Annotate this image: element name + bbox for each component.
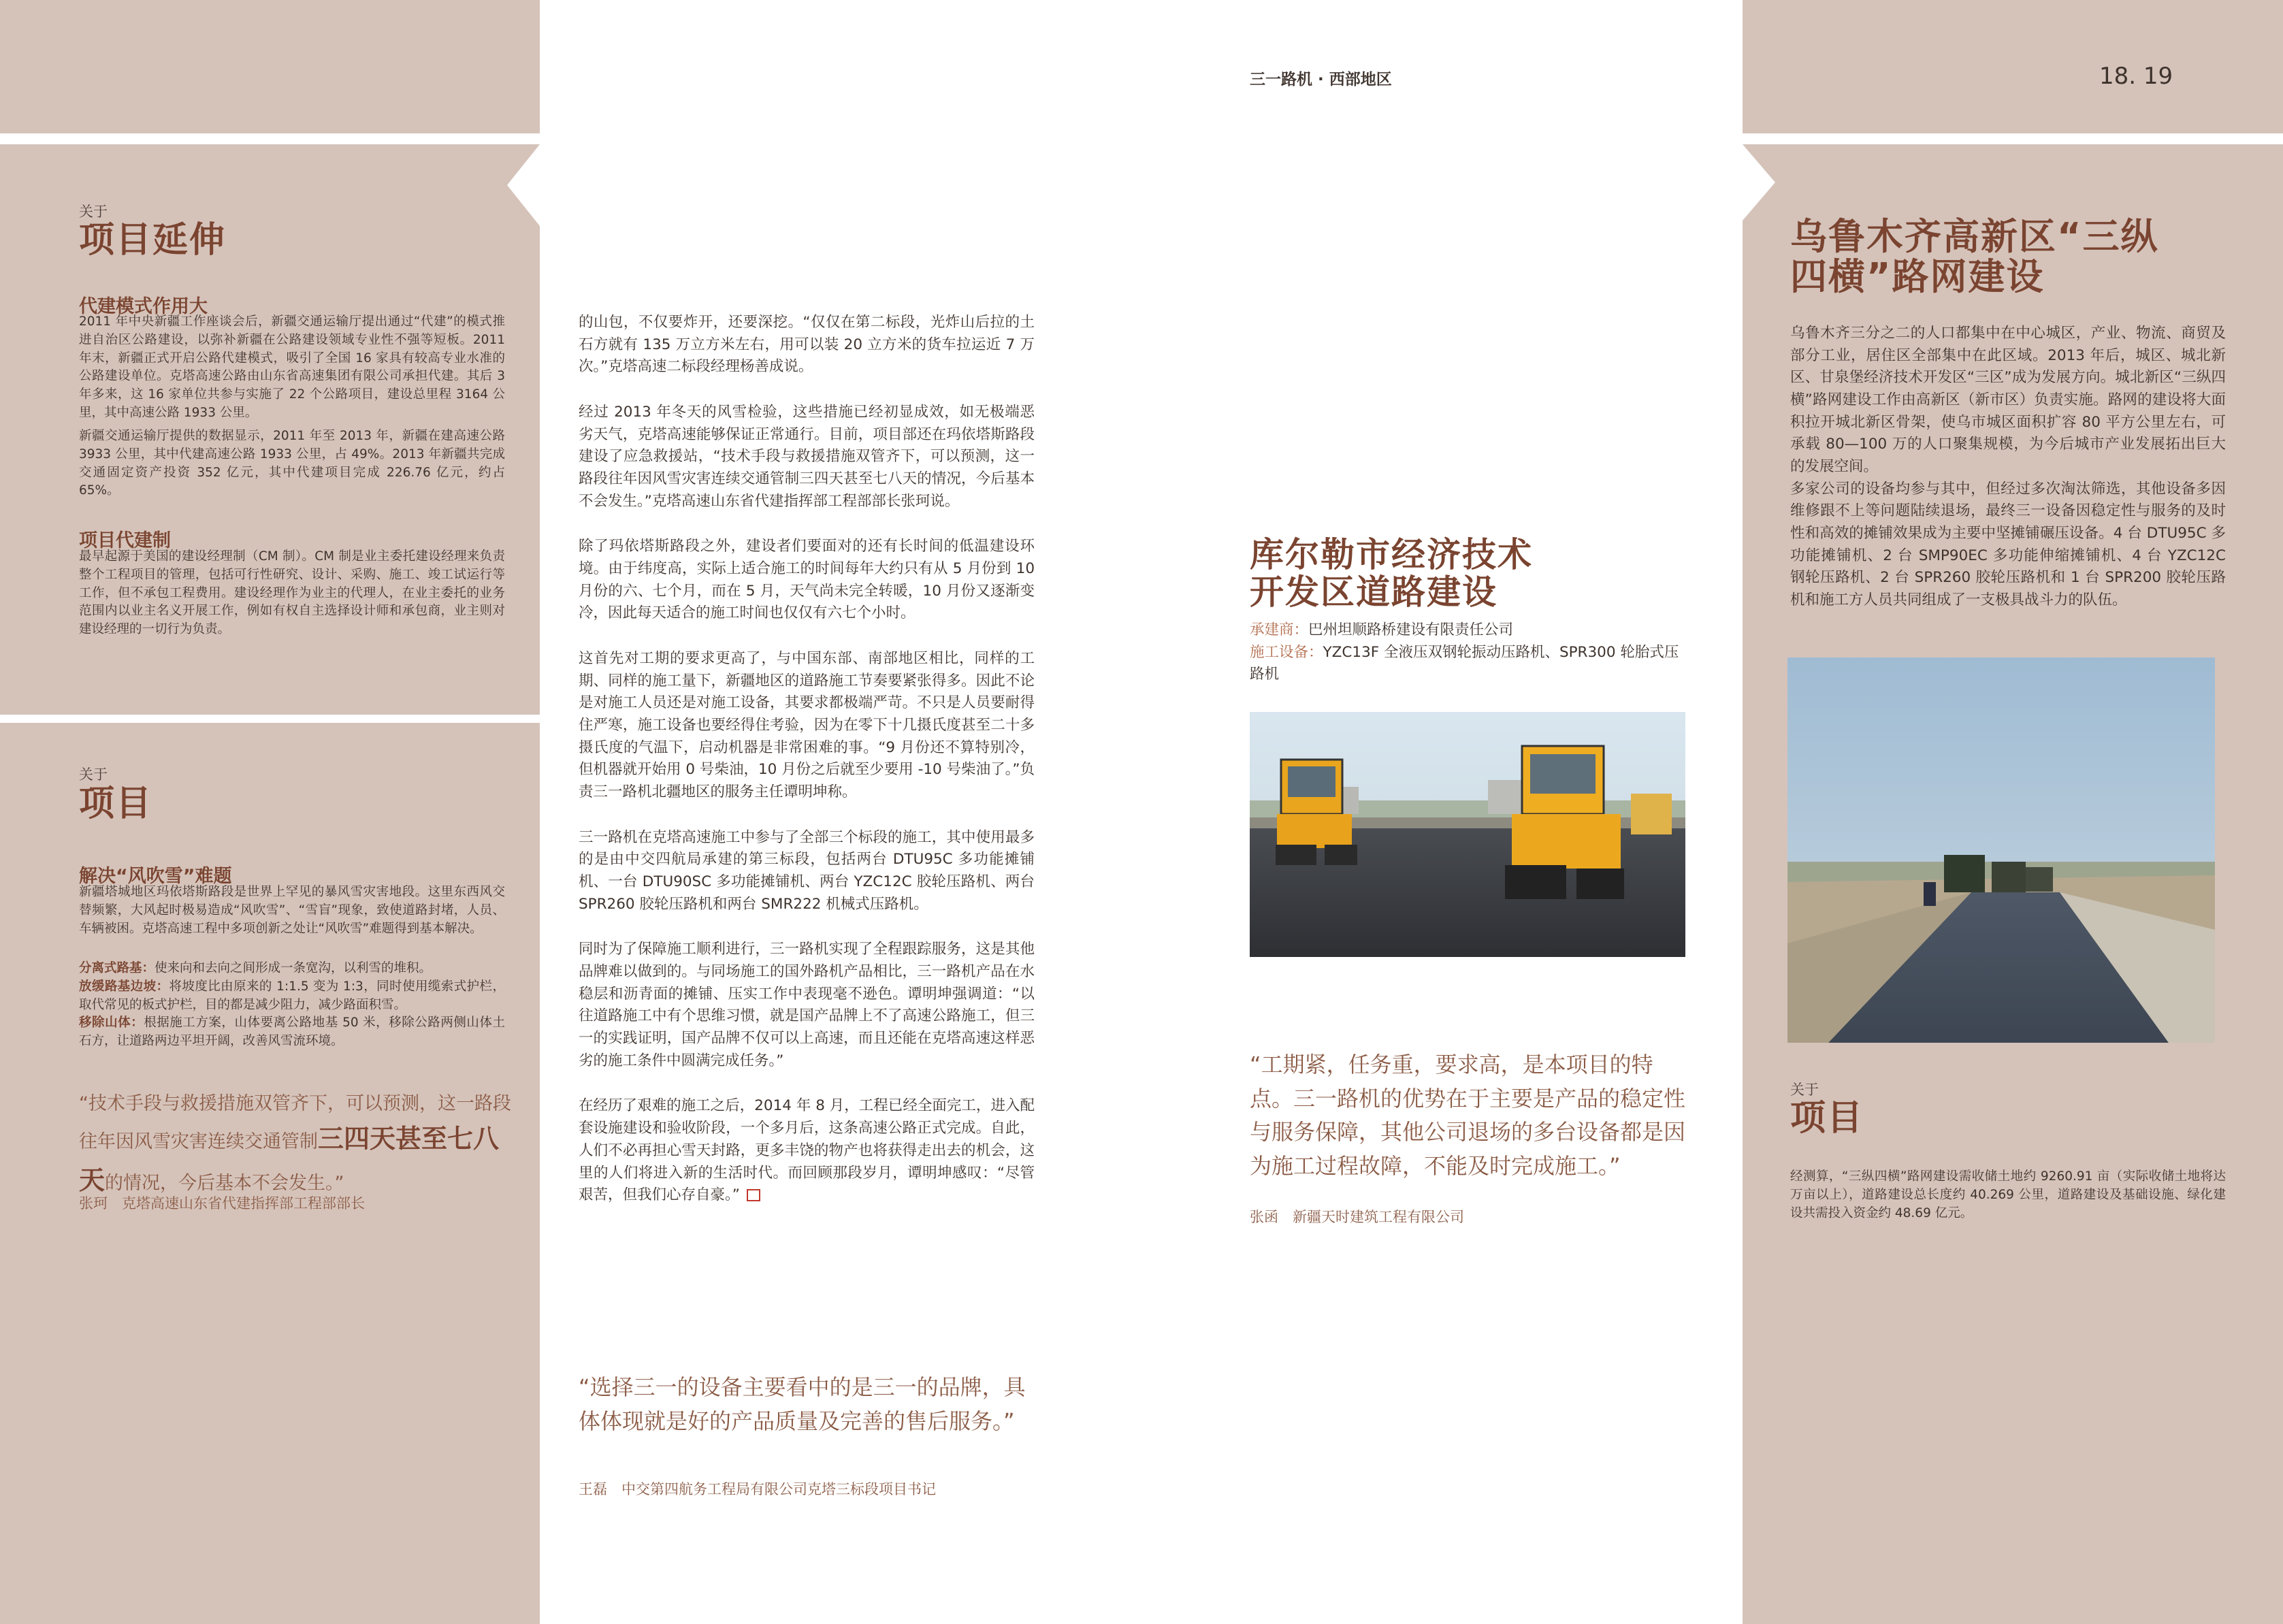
left-top-s2-heading: 项目代建制 <box>79 530 171 551</box>
left-bottom-quote-source: 张珂 克塔高速山东省代建指挥部工程部部长 <box>79 1195 365 1212</box>
left-bottom-title: 项目 <box>79 783 153 824</box>
middle-quote-source: 王磊 中交第四航务工程局有限公司克塔三标段项目书记 <box>579 1481 936 1497</box>
urumqi-title-line1: 乌鲁木齐高新区“三纵 <box>1790 215 2159 258</box>
urumqi-road-photo <box>1787 657 2215 1043</box>
korla-equipment-label: 施工设备： <box>1250 643 1323 661</box>
left-top-s2-p1: 最早起源于美国的建设经理制（CM 制）。CM 制是业主委托建设经理来负责整个工程项目的管理，包括可行性研究、设计、采购、施工、竣工试运行等工作，但不承包工程费用。建设经理作为业主的代理人，在业主委托的业务范围内以业主名义开展工作，例如有权自主选择设计师和承包商，业主则对建设经理的一切行为负责。 <box>79 549 505 637</box>
urumqi-about-p: 经测算，“三纵四横”路网建设需收储土地约 9260.91 亩（实际收储土地将达万亩以上），道路建设总长度约 40.269 公里，道路建设及基础设施、绿化建设共需投入资金约 48.69 亿元。 <box>1790 1169 2226 1220</box>
korla-equipment <box>1250 642 1692 686</box>
urumqi-title-line2: 四横”路网建设 <box>1790 255 2045 299</box>
left-bottom-quote-part2: 的情况，今后基本不会发生。” <box>105 1172 344 1194</box>
left-top-about-label: 关于 <box>79 204 108 220</box>
korla-contractor-value: 巴州坦顺路桥建设有限责任公司 <box>1308 621 1514 638</box>
left-top-title: 项目延伸 <box>79 220 227 261</box>
urumqi-title <box>1790 216 2159 297</box>
middle-paragraph: 同时为了保障施工顺利进行，三一路机实现了全程跟踪服务，这是其他品牌难以做到的。与同场施工的国外路机产品相比，三一路机产品在水稳层和沥青面的摊铺、压实工作中表现毫不逊色。谭明坤强调道：“以往道路施工中有个思维习惯，就是国产品牌上不了高速公路施工，但三一的实践证明，国产品牌不仅可以上高速，而且还能在克塔高速这样恶劣的施工条件中圆满完成任务。” <box>579 941 1035 1069</box>
middle-paragraph: 除了玛依塔斯路段之外，建设者们要面对的还有长时间的低温建设环境。由于纬度高，实际上适合施工的时间每年大约只有从 5 月份到 10 月份的六、七个月，而在 5 月，天气尚未完全转暖，10 月份又逐渐变冷，因此每天适合的施工时间也仅仅有六七个小时。 <box>579 538 1035 622</box>
korla-road-photo <box>1250 712 1685 957</box>
middle-paragraph: 经过 2013 年冬天的风雪检验，这些措施已经初显成效，如无极端恶劣天气，克塔高速能够保证正常通行。目前，项目部还在玛依塔斯路段建设了应急救援站，“技术手段与救援措施双管齐下，可以预测，这一路段往年因风雪灾害连续交通管制三四天甚至七八天的情况，今后基本不会发生。”克塔高速山东省代建指挥部工程部部长张珂说。 <box>579 404 1035 510</box>
left-bottom-item-1 <box>79 978 505 1015</box>
left-top-banner <box>0 0 540 133</box>
urumqi-about-title: 项目 <box>1790 1098 1864 1139</box>
korla-title <box>1250 536 1533 611</box>
right-top-banner <box>1743 0 2283 133</box>
middle-paragraph-last-text: 在经历了艰难的施工之后，2014 年 8 月，工程已经全面完工，进入配套设施建设和验收阶段，一个多月后，这条高速公路正式完成。自此，人们不必再担心雪天封路，更多丰饶的物产也将获得走出去的机会，这里的人们将进入新的生活时代。而回顾那段岁月，谭明坤感叹：“尽管艰苦，但我们心存自豪。” <box>579 1097 1035 1204</box>
korla-equipment-value: YZC13F 全液压双钢轮振动压路机、SPR300 轮胎式压路机 <box>1250 643 1679 683</box>
korla-contractor-label: 承建商： <box>1250 621 1309 638</box>
left-bottom-item-1-label: 放缓路基边坡： <box>79 979 169 994</box>
middle-article <box>579 312 1035 1207</box>
korla-title-line1: 库尔勒市经济技术 <box>1250 535 1533 574</box>
middle-paragraph <box>579 1095 1035 1206</box>
end-mark-icon <box>747 1189 760 1201</box>
left-bottom-item-2 <box>79 1014 505 1051</box>
middle-paragraph: 这首先对工期的要求更高了，与中国东部、南部地区相比，同样的工期、同样的施工量下，新疆地区的道路施工节奏要紧张得多。因此不论是对施工人员还是对施工设备，其要求都极端严苛。不只是人员要耐得住严寒，施工设备也要经得住考验，因为在零下十几摄氏度甚至二十多摄氏度的气温下，启动机器是非常困难的事。“9 月份还不算特别冷，但机器就开始用 0 号柴油，10 月份之后就至少要用 -10 号柴油了。”负责三一路机北疆地区的服务主任谭明坤称。 <box>579 650 1035 801</box>
korla-quote-source: 张函 新疆天时建筑工程有限公司 <box>1250 1209 1464 1225</box>
left-bottom-item-0 <box>79 960 505 978</box>
page-numbers: 18. 19 <box>2099 63 2173 90</box>
left-bottom-item-0-label: 分离式路基： <box>79 961 155 975</box>
left-bottom-quote <box>79 1089 521 1201</box>
urumqi-p2: 多家公司的设备均参与其中，但经过多次淘汰筛选，其他设备多因维修跟不上等问题陆续退场，最终三一设备因稳定性与服务的及时性和高效的摊铺效果成为主要中坚摊铺碾压设备。4 台 DTU95C 多功能摊铺机、2 台 SMP90EC 多功能伸缩摊铺机、4 台 YZC12C 钢轮压路机、2 台 SPR260 胶轮压路机和 1 台 SPR200 胶轮压路机和施工方人员共同组成了一支极具战斗力的队伍。 <box>1790 480 2226 609</box>
left-top-s1-p1: 2011 年中央新疆工作座谈会后，新疆交通运输厅提出通过“代建”的模式推进自治区公路建设，以弥补新疆在公路建设领域专业性不强等短板。2011 年末，新疆正式开启公路代建模式，吸引了全国 16 家具有较高专业水准的公路建设单位。克塔高速公路由山东省高速集团有限公司承担代建。其后 3 年多来，这 16 家单位共参与实施了 22 个公路项目，建设总里程 3164 公里，其中高速公路 1933 公里。 <box>79 314 505 421</box>
left-bottom-quote-emph: 三四天甚至七八天 <box>79 1124 500 1195</box>
left-top-panel-arrow <box>507 144 540 226</box>
urumqi-about-label: 关于 <box>1790 1082 1819 1098</box>
middle-quote: “选择三一的设备主要看中的是三一的品牌，具体体现就是好的产品质量及完善的售后服务。” <box>579 1374 1026 1434</box>
left-bottom-item-list <box>79 960 505 1051</box>
left-bottom-s1-p1: 新疆塔城地区玛依塔斯路段是世界上罕见的暴风雪灾害地段。这里东西风交替频繁，大风起时极易造成“风吹雪”、“雪盲”现象，致使道路封堵，人员、车辆被困。克塔高速工程中多项创新之处让“风吹雪”难题得到基本解决。 <box>79 885 505 936</box>
urumqi-body <box>1790 323 2226 612</box>
left-bottom-item-0-text: 使来向和去向之间形成一条宽沟，以利雪的堆积。 <box>155 961 432 975</box>
korla-quote: “工期紧，任务重，要求高，是本项目的特点。三一路机的优势在于主要是产品的稳定性与服务保障，其他公司退场的多台设备都是因为施工过程故障，不能及时完成施工。” <box>1250 1052 1686 1179</box>
left-bottom-s1-heading: 解决“风吹雪”难题 <box>79 866 232 887</box>
left-bottom-item-1-text: 将坡度比由原来的 1:1.5 变为 1:3，同时使用缆索式护栏，取代常见的板式护栏，目的都是减少阻力，减少路面积雪。 <box>79 979 505 1012</box>
urumqi-p1: 乌鲁木齐三分之二的人口都集中在中心城区，产业、物流、商贸及部分工业，居住区全部集中在此区域。2013 年后，城区、城北新区、甘泉堡经济技术开发区“三区”成为发展方向。城北新区“三纵四横”路网建设工作由高新区（新市区）负责实施。路网的建设将大面积拉开城北新区骨架，使乌市城区面积扩容 80 平方公里左右，可承载 80—100 万的人口聚集规模，为今后城市产业发展拓出巨大的发展空间。 <box>1790 325 2226 476</box>
section-header: 三一路机 · 西部地区 <box>1250 71 1392 88</box>
left-bottom-item-2-label: 移除山体： <box>79 1016 144 1030</box>
right-panel-arrow <box>1743 144 1775 221</box>
korla-contractor <box>1250 619 1692 642</box>
korla-meta <box>1250 619 1692 686</box>
korla-road-photo-art <box>1250 712 1685 957</box>
left-bottom-quote-part1: “技术手段与救援措施双管齐下，可以预测，这一路段往年因风雪灾害连续交通管制 <box>79 1093 511 1153</box>
middle-paragraph: 的山包，不仅要炸开，还要深挖。“仅仅在第二标段，光炸山后拉的土石方就有 135 万立方米左右，用可以装 20 立方米的货车拉运近 7 万次。”克塔高速二标段经理杨善成说。 <box>579 314 1035 376</box>
middle-paragraph: 三一路机在克塔高速施工中参与了全部三个标段的施工，其中使用最多的是由中交四航局承建的第三标段，包括两台 DTU95C 多功能摊铺机、一台 DTU90SC 多功能摊铺机、两台 YZC12C 胶轮压路机、两台 SPR260 胶轮压路机和两台 SMR222 机械式压路机。 <box>579 828 1035 913</box>
left-bottom-about-label: 关于 <box>79 766 108 783</box>
left-bottom-item-2-text: 根据施工方案，山体要离公路地基 50 米，移除公路两侧山体土石方，让道路两边平坦开阔，改善风雪流环境。 <box>79 1016 505 1049</box>
urumqi-road-photo-art <box>1787 657 2215 1043</box>
left-top-s1-heading: 代建模式作用大 <box>79 296 208 317</box>
left-top-s1-p2: 新疆交通运输厅提供的数据显示，2011 年至 2013 年，新疆在建高速公路 3933 公里，其中代建高速公路 1933 公里，占 49%。2013 年新疆共完成交通固定资产投资 352 亿元，其中代建项目完成 226.76 亿元，约占 65%。 <box>79 429 505 498</box>
korla-title-line2: 开发区道路建设 <box>1250 572 1497 612</box>
